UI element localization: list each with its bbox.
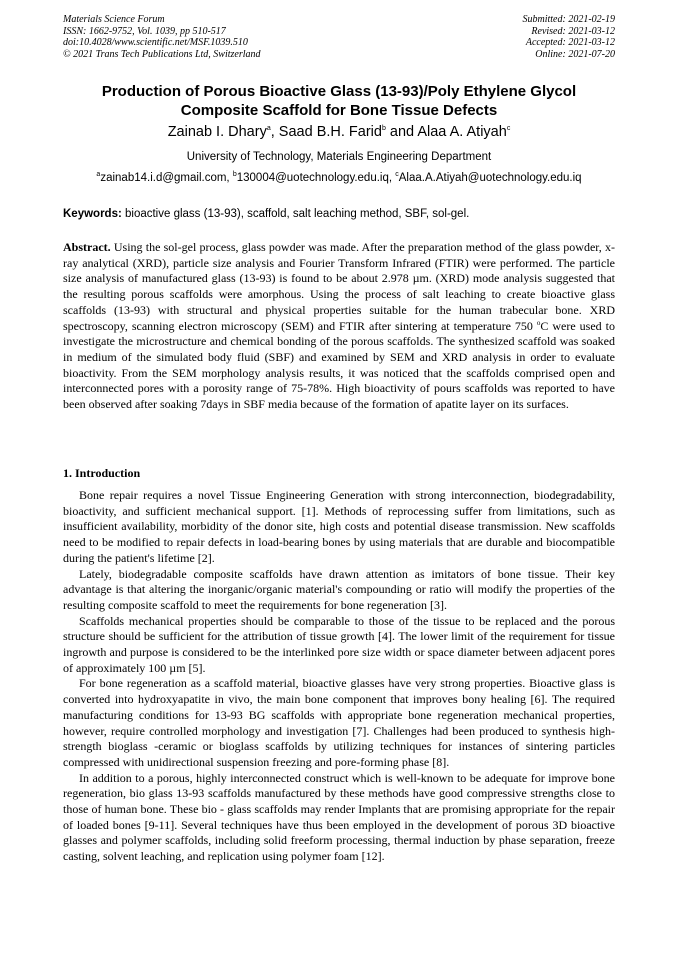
- paragraph: For bone regeneration as a scaffold material, bioactive glasses have very strong properties. Bioactive glass is converted into hydroxyapatite in vivo, the main bone component that improves bony healing [6]. The required manufacturing conditions for 13-93 BG scaffolds with appropriate bone regeneration mechanical properties, however, require controlled morphology and investigation [7]. Challenges had been produced to synthesis high-strength bioglass -ceramic or bioglass scaffolds by utilizing techniques for instances of sintering particles compressed with unidirectional suspension freezing and pore-forming phase [8].: [63, 676, 615, 769]
- doi-line: doi:10.4028/www.scientific.net/MSF.1039.510: [63, 37, 248, 49]
- title-line-2: Composite Scaffold for Bone Tissue Defects: [180, 102, 498, 119]
- section-heading: 1. Introduction: [63, 466, 141, 480]
- journal-name: Materials Science Forum: [63, 14, 165, 25]
- author-marker: c: [506, 125, 511, 133]
- journal-info: [63, 14, 261, 60]
- paragraph: In addition to a porous, highly interconnected construct which is well-known to be adequate for improve bone regeneration, bio glass 13-93 scaffolds manufactured by these methods have good compressive strengths close to those of human bone. These bio - glass scaffolds may render Implants that are promising appropriate for the repair of loaded bones [9-11]. Several techniques have thus been employed in the development of porous 3D bioactive glasses and polymer scaffolds, including solid freeform processing, thermal induction by phase separation, freeze casting, solvent leaching, and replication using polymer foam [12].: [63, 770, 615, 864]
- author-name: Alaa A. Atiyah: [417, 124, 507, 140]
- email-marker: b: [232, 171, 237, 179]
- abstract-label: Abstract.: [63, 240, 111, 254]
- dates-info: [523, 14, 616, 60]
- paper-title: [40, 82, 638, 120]
- title-line-1: Production of Porous Bioactive Glass (13-93)/Poly Ethylene Glycol: [101, 83, 577, 100]
- author-marker: b: [381, 125, 386, 133]
- author-emails: [40, 172, 638, 184]
- paragraph: Lately, biodegradable composite scaffolds have drawn attention as imitators of bone tissue. Their key advantage is that altering the inorganic/organic material's compounding or ratio will modify the properties of the resulting composite scaffold to meet the requirements for bone regeneration [3].: [63, 566, 615, 612]
- submitted-date: Submitted: 2021-02-19: [522, 14, 615, 25]
- author-name: Saad B.H. Farid: [278, 124, 382, 140]
- author-separator: ,: [270, 124, 279, 140]
- keywords-text: bioactive glass (13-93), scaffold, salt leaching method, SBF, sol-gel.: [121, 208, 470, 220]
- issn-line: ISSN: 1662-9752, Vol. 1039, pp 510-517: [63, 25, 226, 37]
- paragraph: Scaffolds mechanical properties should be comparable to those of the tissue to be replaced and the porous structure should be sufficient for the attribution of tissue growth [4]. The lower limit of the requirement for tissue ingrowth and purpose is considered to be the interlinked pore size width or space diameter between adjacent pores of approximately 100 µm [5].: [63, 613, 615, 675]
- abstract-text: C were used to investigate the microstructure and chemical bonding of the porous scaffolds. The synthesized scaffold was soaked in medium of the simulated body fluid (SBF) and examined by SEM and XRD analysis in order to evaluate bioactivity. From the SEM morphology analysis results, it was noticed that the scaffolds comprised open and interconnected pores with a porosity range of 75-78%. High bioactivity of pours scaffolds was reported to have been observed after soaking 7days in SBF media because of the formation of apatite layer on its surfaces.: [63, 318, 615, 412]
- email-marker: a: [96, 171, 101, 179]
- introduction: [63, 488, 615, 865]
- degree-marker: o: [536, 318, 541, 327]
- revised-date: Revised: 2021-03-12: [531, 25, 615, 37]
- paragraph: Bone repair requires a novel Tissue Engineering Generation with strong interconnection, biodegradability, bioactivity, and sufficient mechanical support. [1]. Methods of reprocessing suffer from limitations, such as insufficient availability, morbidity of the donor site, high costs and potential disease transmission. New scaffolds need to be modified to repair defects in load-bearing bones by using materials that are durable and biocompatible during the patient's lifetime [2].: [63, 488, 615, 565]
- email-address: 130004@uotechnology.edu.iq,: [236, 172, 396, 184]
- abstract: [63, 240, 615, 413]
- email-marker: c: [395, 171, 399, 179]
- abstract-text: Using the sol-gel process, glass powder was made. After the preparation method of the glass powder, x-ray analytical (XRD), particle size analysis and Fourier Transform Infrared (FTIR) were performed. The particle size analysis of manufactured glass (13-93) is found to be about 2.978 µm. (XRD) mode analysis suggested that the resulting porous scaffolds were amorphous. Using the process of salt leaching to create bioactive glass scaffolds (13-93) with structural and physical properties suitable for the human trabecular bone. XRD spectroscopy, scanning electron microscopy (SEM) and FTIR after sintering at temperature 750: [63, 240, 615, 333]
- author-marker: a: [266, 125, 271, 133]
- online-date: Online: 2021-07-20: [535, 48, 615, 60]
- copyright-line: © 2021 Trans Tech Publications Ltd, Switzerland: [63, 48, 261, 60]
- keywords: [63, 208, 615, 220]
- email-address: Alaa.A.Atiyah@uotechnology.edu.iq: [398, 172, 582, 184]
- author-name: Zainab I. Dhary: [167, 124, 267, 140]
- accepted-date: Accepted: 2021-03-12: [525, 37, 615, 49]
- keywords-label: Keywords:: [63, 208, 122, 220]
- author-separator: and: [385, 124, 418, 140]
- email-address: zainab14.i.d@gmail.com,: [100, 172, 233, 184]
- affiliation: University of Technology, Materials Engineering Department: [186, 151, 492, 163]
- author-list: [40, 124, 638, 140]
